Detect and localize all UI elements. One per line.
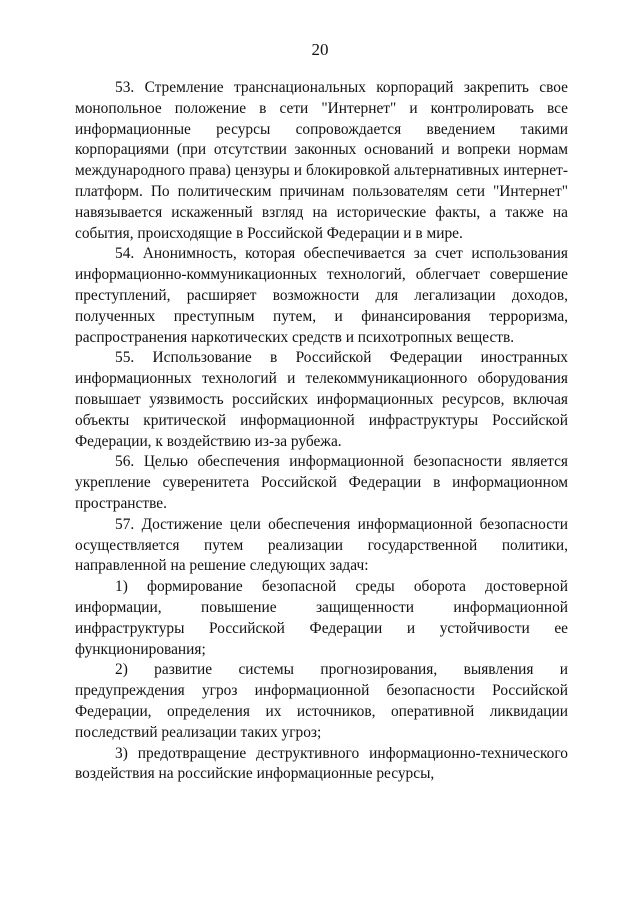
paragraph-57: 57. Достижение цели обеспечения информационной безопасности осуществляется путем реализации государственной политики, направленной на решение следующих задач: [75,515,568,575]
page-number: 20 [311,40,329,59]
paragraph-54: 54. Анонимность, которая обеспечивается за счет использования информационно-коммуникационных технологий, облегчает совершение преступлений, расширяет возможности для легализации доходов, полученных преступным путем, и финансирования терроризма, распространения наркотических средств и психотропных веществ. [75,245,568,346]
list-item-1: 1) формирование безопасной среды оборота достоверной информации, повышение защищенности информационной инфраструктуры Российской Федерации и устойчивости ее функционирования; [75,578,568,658]
document-body [75,78,568,785]
list-item-2: 2) развитие системы прогнозирования, выявления и предупреждения угроз информационной безопасности Российской Федерации, определения их источников, оперативной ликвидации последствий реализации таких угроз; [75,661,568,741]
list-item-3: 3) предотвращение деструктивного информационно-технического воздействия на российские информационные ресурсы, [75,744,568,783]
paragraph-55: 55. Использование в Российской Федерации иностранных информационных технологий и телекоммуникационного оборудования повышает уязвимость российских информационных ресурсов, включая объекты критической информационной инфраструктуры Российской Федерации, к воздействию из-за рубежа. [75,349,568,450]
paragraph-53: 53. Стремление транснациональных корпораций закрепить свое монопольное положение в сети "Интернет" и контролировать все информационные ресурсы сопровождается введением такими корпорациями (при отсутствии законных оснований и вопреки нормам международного права) цензуры и блокировкой альтернативных интернет-платформ. По политическим причинам пользователям сети "Интернет" навязывается искаженный взгляд на исторические факты, а также на события, происходящие в Российской Федерации и в мире. [75,79,568,242]
paragraph-56: 56. Целью обеспечения информационной безопасности является укрепление суверенитета Российской Федерации в информационном пространстве. [75,453,568,512]
